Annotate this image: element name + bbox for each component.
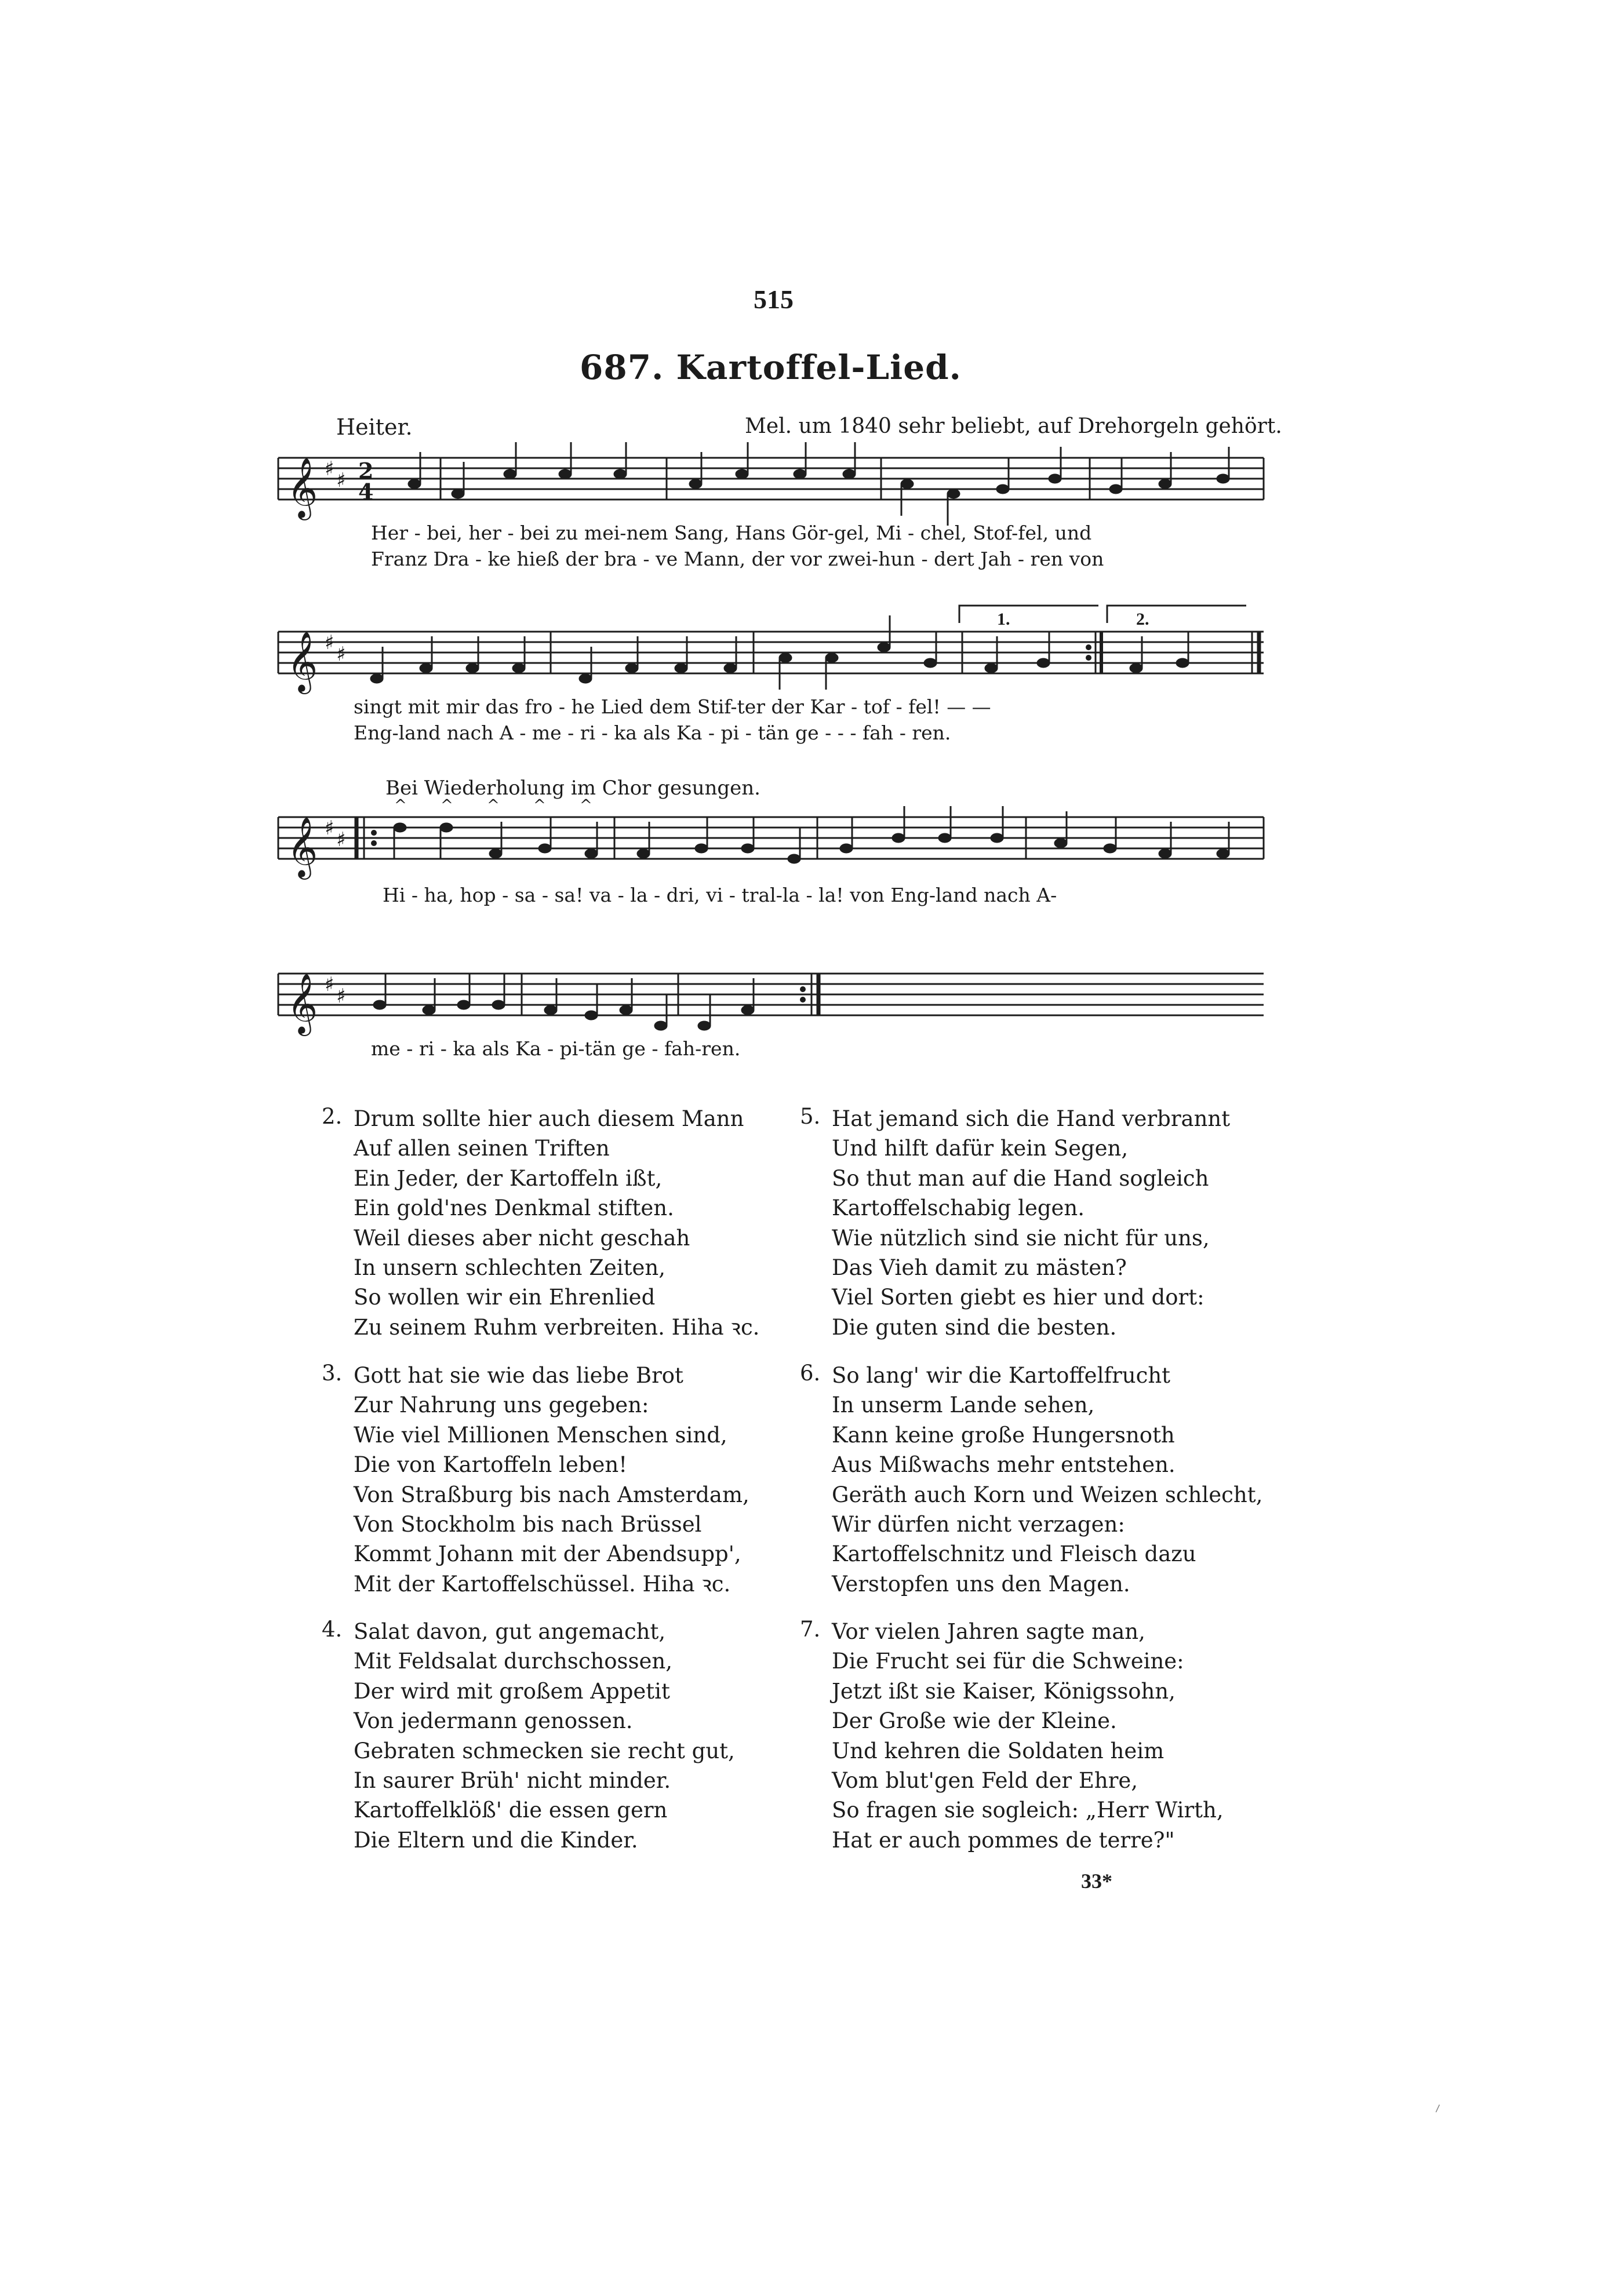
svg-text:♯: ♯ — [336, 828, 346, 851]
stanza-line: Verstopfen uns den Magen. — [832, 1571, 1130, 1597]
stanza-line: Gebraten schmecken sie recht gut, — [354, 1738, 735, 1763]
stanza-line: Von Straßburg bis nach Amsterdam, — [354, 1482, 749, 1507]
stanza-line: Aus Mißwachs mehr entstehen. — [832, 1452, 1176, 1478]
stanza-3 — [322, 1361, 797, 1599]
notes-system-4 — [374, 973, 754, 1030]
volta-second-ending: 2. — [1136, 610, 1149, 629]
lyrics-line1-verse2: Franz Dra - ke hieß der bra - ve Mann, der vor zwei-hun - dert Jah - ren von — [371, 548, 1104, 570]
stanza-line: Kartoffelschabig legen. — [832, 1196, 1085, 1221]
svg-text:♯: ♯ — [336, 469, 346, 492]
volta-first-ending: 1. — [997, 610, 1010, 629]
stanza-line: Geräth auch Korn und Weizen schlecht, — [832, 1482, 1263, 1507]
stanza-line: Viel Sorten giebt es hier und dort: — [832, 1285, 1204, 1310]
notes-system-3 — [394, 806, 1229, 863]
stanza-line: Wie nützlich sind sie nicht für uns, — [832, 1225, 1210, 1251]
stanza-number: 6. — [800, 1361, 821, 1386]
stanza-line: Zur Nahrung uns gegeben: — [354, 1393, 649, 1418]
svg-text:^: ^ — [580, 797, 592, 814]
lyrics-line1-verse1: Her - bei, her - bei zu mei-nem Sang, Hans Gör-gel, Mi - chel, Stof-fel, und — [371, 522, 1092, 544]
stanza-number: 2. — [322, 1104, 343, 1129]
stanza-line: Jetzt ißt sie Kaiser, Königssohn, — [832, 1678, 1176, 1704]
stanza-line: Das Vieh damit zu mästen? — [832, 1255, 1127, 1281]
chorus-note: Bei Wiederholung im Chor gesungen. — [385, 777, 760, 800]
stanza-line: Von jedermann genossen. — [354, 1708, 633, 1734]
stanza-line: Der wird mit großem Appetit — [354, 1678, 670, 1704]
svg-text:2: 2 — [358, 458, 374, 484]
stanza-2 — [322, 1104, 797, 1342]
stanza-line: In saurer Brüh' nicht minder. — [354, 1768, 671, 1794]
stanza-line: Vor vielen Jahren sagte man, — [832, 1619, 1145, 1644]
stanza-line: Die Frucht sei für die Schweine: — [832, 1649, 1184, 1674]
stanza-lines — [832, 1361, 1275, 1599]
stanza-line: In unsern schlechten Zeiten, — [354, 1255, 665, 1281]
notes-system-1 — [409, 442, 1229, 526]
stanza-line: Salat davon, gut angemacht, — [354, 1619, 666, 1644]
svg-text:♯: ♯ — [325, 631, 334, 654]
stanza-line: Wie viel Millionen Menschen sind, — [354, 1422, 727, 1448]
stanza-line: Von Stockholm bis nach Brüssel — [354, 1512, 702, 1537]
svg-text:♯: ♯ — [336, 643, 346, 666]
stanza-line: Mit der Kartoffelschüssel. Hiha ꝛc. — [354, 1571, 731, 1597]
margin-mark: ⸝ — [1429, 2094, 1444, 2116]
lyrics-line3: Hi - ha, hop - sa - sa! va - la - dri, vi - tral-la - la! von Eng-land nach A- — [383, 884, 1057, 906]
stanza-line: Mit Feldsalat durchschossen, — [354, 1649, 673, 1674]
stanza-line: Auf allen seinen Triften — [354, 1136, 610, 1161]
stanza-number: 4. — [322, 1617, 343, 1642]
stanza-line: Hat jemand sich die Hand verbrannt — [832, 1106, 1231, 1131]
svg-text:^: ^ — [487, 797, 500, 814]
stanza-line: Wir dürfen nicht verzagen: — [832, 1512, 1125, 1537]
stanza-line: Hat er auch pommes de terre?" — [832, 1827, 1175, 1853]
stanza-4 — [322, 1617, 797, 1855]
stanza-line: Die guten sind die besten. — [832, 1314, 1117, 1340]
stanza-line: So fragen sie sogleich: „Herr Wirth, — [832, 1798, 1224, 1823]
stanza-line: So lang' wir die Kartoffelfrucht — [832, 1363, 1171, 1388]
stanza-line: Vom blut'gen Feld der Ehre, — [832, 1768, 1138, 1794]
stanza-6 — [800, 1361, 1275, 1599]
lyrics-line2-verse2: Eng-land nach A - me - ri - ka als Ka - pi - tän ge - - - fah - ren. — [354, 721, 951, 744]
melody-source-note: Mel. um 1840 sehr beliebt, auf Drehorgeln gehört. — [745, 414, 1282, 438]
stanza-line: Kartoffelschnitz und Fleisch dazu — [832, 1541, 1196, 1567]
stanza-line: So wollen wir ein Ehrenlied — [354, 1285, 656, 1310]
signature-mark: 33* — [1081, 1869, 1112, 1893]
treble-clef-icon: 𝄞 — [287, 631, 318, 692]
svg-text:^: ^ — [441, 797, 453, 814]
stanza-line: Die Eltern und die Kinder. — [354, 1827, 638, 1853]
song-title: 687. Kartoffel-Lied. — [580, 348, 962, 387]
stanza-line: Kann keine große Hungersnoth — [832, 1422, 1175, 1448]
stanza-line: Drum sollte hier auch diesem Mann — [354, 1106, 744, 1131]
treble-clef-icon: 𝄞 — [287, 457, 318, 518]
stanza-5 — [800, 1104, 1275, 1342]
treble-clef-icon: 𝄞 — [287, 817, 318, 877]
stanza-line: In unserm Lande sehen, — [832, 1393, 1095, 1418]
stanza-number: 3. — [322, 1361, 343, 1386]
stanza-line: Gott hat sie wie das liebe Brot — [354, 1363, 683, 1388]
svg-text:4: 4 — [358, 479, 374, 505]
svg-text:^: ^ — [533, 797, 546, 814]
lyrics-line4: me - ri - ka als Ka - pi-tän ge - fah-ren. — [371, 1037, 741, 1060]
stanza-line: Die von Kartoffeln leben! — [354, 1452, 628, 1478]
svg-text:^: ^ — [394, 797, 407, 814]
stanza-lines — [832, 1104, 1275, 1342]
svg-text:♯: ♯ — [325, 973, 334, 996]
stanza-number: 7. — [800, 1617, 821, 1642]
stanza-line: So thut man auf die Hand sogleich — [832, 1165, 1209, 1191]
stanza-lines — [354, 1617, 797, 1855]
svg-text:♯: ♯ — [325, 817, 334, 840]
stanza-line: Ein Jeder, der Kartoffeln ißt, — [354, 1165, 663, 1191]
stanza-lines — [354, 1104, 797, 1342]
staff-system-2 — [278, 606, 1264, 673]
stanza-lines — [354, 1361, 797, 1599]
lyrics-line2-verse1: singt mit mir das fro - he Lied dem Stif-ter der Kar - tof - fel! — — — [354, 695, 991, 718]
stanza-7 — [800, 1617, 1275, 1855]
stanza-line: Ein gold'nes Denkmal stiften. — [354, 1196, 674, 1221]
stanza-line: Der Große wie der Kleine. — [832, 1708, 1117, 1734]
svg-text:♯: ♯ — [325, 457, 334, 480]
stanza-line: Zu seinem Ruhm verbreiten. Hiha ꝛc. — [354, 1314, 760, 1340]
stanza-line: Weil dieses aber nicht geschah — [354, 1225, 690, 1251]
stanza-number: 5. — [800, 1104, 821, 1129]
tempo-marking: Heiter. — [336, 414, 413, 440]
treble-clef-icon: 𝄞 — [287, 973, 318, 1034]
stanza-line: Und kehren die Soldaten heim — [832, 1738, 1165, 1763]
stanza-line: Und hilft dafür kein Segen, — [832, 1136, 1129, 1161]
svg-text:♯: ♯ — [336, 985, 346, 1008]
stanza-line: Kommt Johann mit der Abendsupp', — [354, 1541, 741, 1567]
stanza-lines — [832, 1617, 1275, 1855]
stanza-line: Kartoffelklöß' die essen gern — [354, 1798, 668, 1823]
page-number: 515 — [754, 285, 794, 314]
